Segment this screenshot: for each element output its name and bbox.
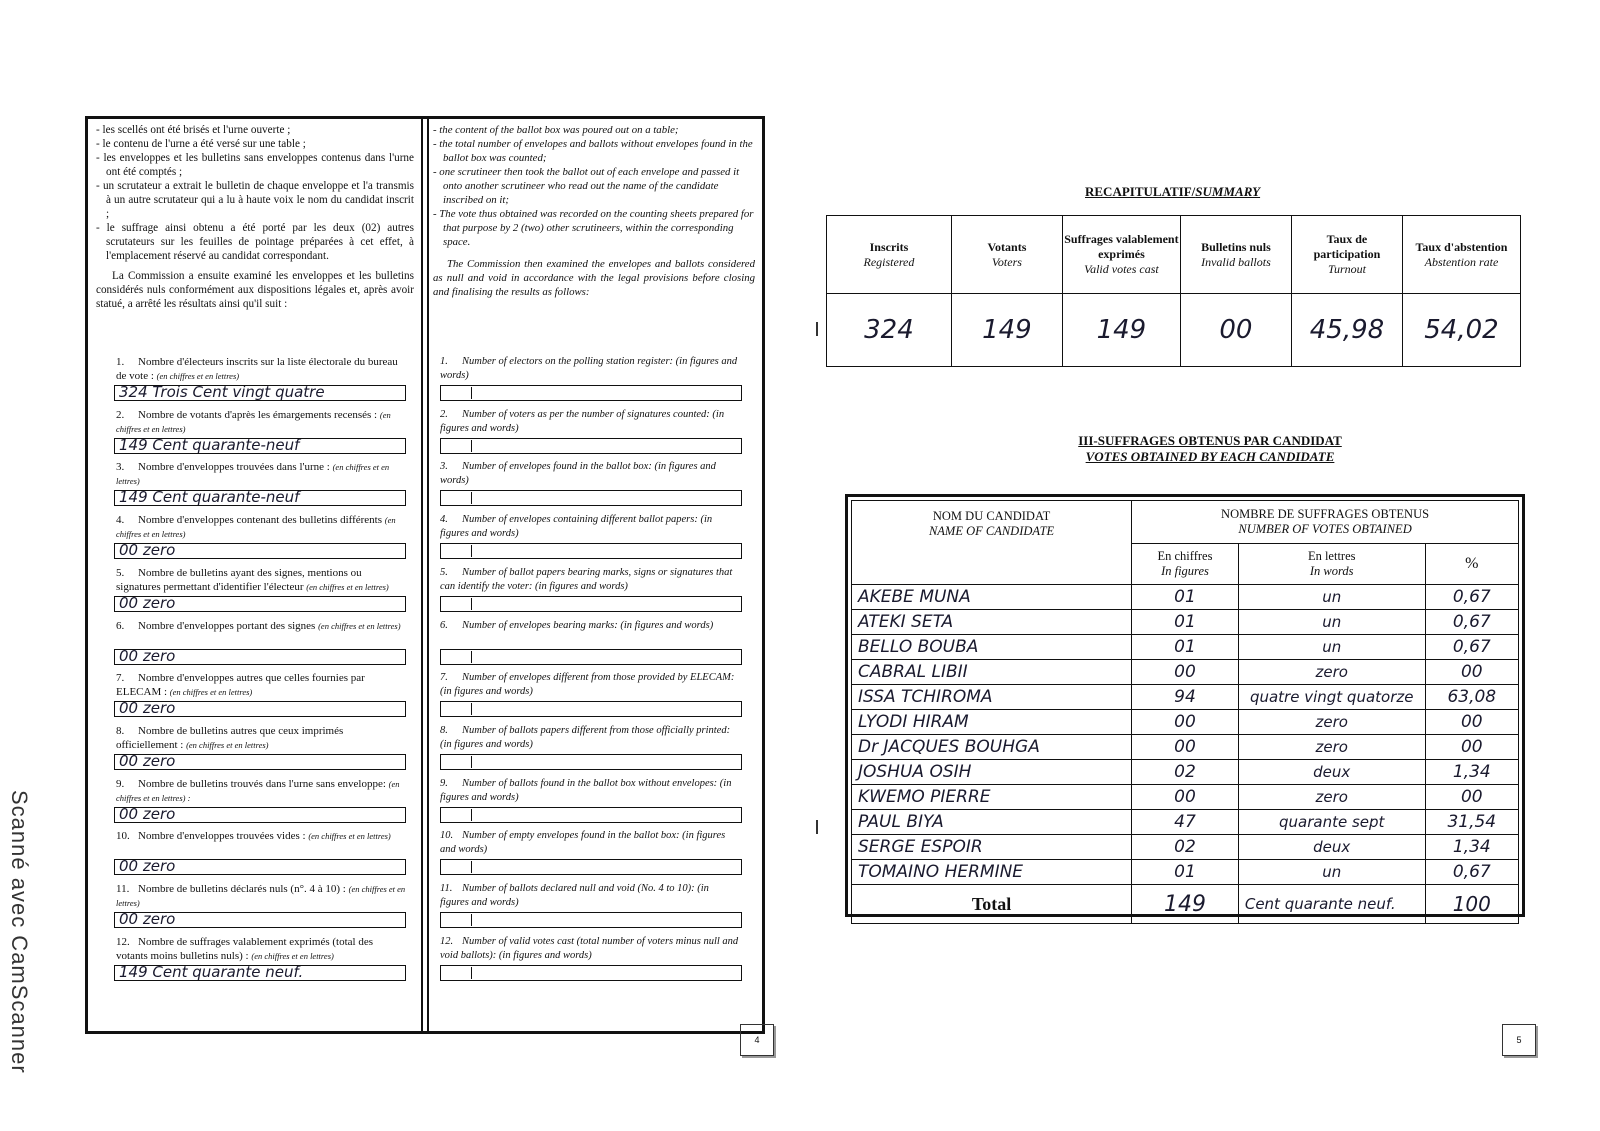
- header-invalid-ballots: Bulletins nuls Invalid ballots: [1180, 216, 1291, 294]
- handwritten-answer: 00 zero: [119, 648, 176, 665]
- fr-answer-box[interactable]: [114, 385, 406, 401]
- question-hint: (en chiffres et en lettres): [169, 687, 253, 698]
- page-number-right: 5: [1502, 1024, 1536, 1056]
- en-answer-box[interactable]: [440, 385, 742, 401]
- french-procedure-list: [96, 123, 414, 263]
- handwritten-answer: 149 Cent quarante-neuf: [119, 437, 300, 454]
- en-question: [440, 724, 740, 752]
- summary-table: [826, 215, 1521, 367]
- candidate-row: [852, 785, 1519, 810]
- candidate-words: quatre vingt quatorze: [1238, 685, 1425, 710]
- question-number: 2.: [440, 408, 448, 420]
- question-text: Nombre de suffrages valablement exprimés (total des votants moins bulletins nuls) :: [116, 935, 373, 962]
- question-text: Nombre d'enveloppes trouvées dans l'urne :: [138, 461, 330, 474]
- en-bullet: - the total number of envelopes and ballots without envelopes found in the ballot box was counted;: [433, 138, 753, 164]
- handwritten-answer: 00 zero: [119, 806, 176, 823]
- en-bullet: - one scrutineer then took the ballot out of each envelope and passed it onto another scrutineer who read out the name of the candidate inscribed on it;: [433, 166, 740, 206]
- header-registered: Inscrits Registered: [827, 216, 952, 294]
- box-divider: [471, 914, 472, 926]
- en-answer-box[interactable]: [440, 649, 742, 665]
- fr-question: [116, 408, 406, 436]
- total-words: Cent quarante neuf.: [1238, 885, 1425, 924]
- header-voters: Votants Voters: [951, 216, 1062, 294]
- candidates-section-title: [1050, 433, 1370, 465]
- fr-answer-box[interactable]: [114, 912, 406, 928]
- candidate-words: deux: [1238, 835, 1425, 860]
- fr-bullet: - le contenu de l'urne a été versé sur une table ;: [96, 138, 306, 150]
- question-text: Number of envelopes containing different ballot papers: (in figures and words): [440, 514, 713, 540]
- total-figures: 149: [1132, 885, 1239, 924]
- question-text: Number of envelopes bearing marks: (in figures and words): [462, 619, 714, 631]
- question-text: Number of ballots found in the ballot box without envelopes: (in figures and words): [440, 777, 732, 803]
- question-number: 5.: [440, 566, 448, 578]
- en-question: [440, 671, 740, 699]
- en-question: [440, 829, 740, 857]
- fr-answer-box[interactable]: [114, 438, 406, 454]
- en-answer-box[interactable]: [440, 438, 742, 454]
- en-bullet: - The vote thus obtained was recorded on the counting sheets prepared for that purpose by 2 (two) other scrutineers, within the corresponding space.: [433, 208, 754, 248]
- en-answer-box[interactable]: [440, 701, 742, 717]
- fr-question: [116, 460, 406, 488]
- value-valid-votes: 149: [1062, 294, 1180, 367]
- question-text: Number of empty envelopes found in the ballot box: (in figures and words): [440, 830, 726, 856]
- question-text: Nombre d'enveloppes trouvées vides :: [138, 830, 306, 843]
- question-text: Nombre de bulletins trouvés dans l'urne sans enveloppe:: [138, 777, 386, 790]
- english-procedure-list: [433, 123, 755, 249]
- question-hint: (en chiffres et en lettres): [186, 739, 269, 750]
- candidate-row: [852, 660, 1519, 685]
- question-text: Nombre de bulletins ayant des signes, mentions ou signatures permettant d'identifier l'électeur: [116, 566, 362, 593]
- en-question: [440, 408, 740, 436]
- question-number: 6.: [440, 619, 448, 631]
- column-divider: [421, 119, 429, 1031]
- candidate-row: [852, 760, 1519, 785]
- fr-answer-box[interactable]: [114, 596, 406, 612]
- question-hint: (en chiffres et en lettres): [318, 620, 401, 631]
- en-question: [440, 935, 740, 963]
- question-number: 11.: [116, 883, 130, 895]
- question-number: 9.: [116, 777, 125, 790]
- value-abstention: 54,02: [1402, 294, 1520, 367]
- header-turnout: Taux de participation Turnout: [1291, 216, 1402, 294]
- candidate-row: [852, 735, 1519, 760]
- fr-question: [116, 777, 406, 805]
- header-in-figures: En chiffres In figures: [1132, 544, 1239, 585]
- value-registered: 324: [827, 294, 952, 367]
- candidate-figures: 00: [1132, 785, 1239, 810]
- candidate-percent: 00: [1425, 660, 1518, 685]
- fr-answer-box[interactable]: [114, 859, 406, 875]
- english-column: [433, 123, 755, 299]
- box-divider: [471, 809, 472, 821]
- fr-question: [116, 566, 406, 594]
- candidate-row: [852, 710, 1519, 735]
- en-answer-box[interactable]: [440, 807, 742, 823]
- question-hint: (en chiffres et en lettres) :: [116, 778, 400, 803]
- en-answer-box[interactable]: [440, 965, 742, 981]
- handwritten-answer: 00 zero: [119, 701, 176, 718]
- candidate-name: KWEMO PIERRE: [852, 785, 1132, 810]
- question-text: Number of envelopes found in the ballot box: (in figures and words): [440, 461, 716, 487]
- page-number-left: 4: [740, 1024, 774, 1056]
- summary-title-en: SUMMARY: [1195, 184, 1261, 199]
- question-hint: (en chiffres et en lettres): [306, 581, 389, 592]
- candidate-name: AKEBE MUNA: [852, 585, 1132, 610]
- fr-question: [116, 513, 406, 541]
- question-number: 8.: [440, 724, 448, 736]
- candidate-row: [852, 810, 1519, 835]
- question-number: 3.: [440, 461, 448, 473]
- fr-answer-box[interactable]: [114, 965, 406, 981]
- candidates-title-fr: III-SUFFRAGES OBTENUS PAR CANDIDAT: [1078, 433, 1342, 448]
- fr-intro-paragraph: La Commission a ensuite examiné les enveloppes et les bulletins considérés nuls conformément aux dispositions légales et, après avoir statué, a arrêté les résultats ainsi qu'il suit :: [96, 270, 414, 310]
- candidate-percent: 0,67: [1425, 635, 1518, 660]
- fr-answer-box[interactable]: [114, 807, 406, 823]
- en-question: [440, 355, 740, 383]
- question-text: Nombre de votants d'après les émargements recensés :: [138, 408, 378, 421]
- candidate-words: un: [1238, 610, 1425, 635]
- candidates-table: [851, 500, 1519, 924]
- candidate-figures: 01: [1132, 635, 1239, 660]
- question-number: 4.: [440, 514, 448, 526]
- question-text: Number of electors on the polling station register: (in figures and words): [440, 356, 738, 381]
- question-number: 8.: [116, 724, 125, 737]
- question-number: 5.: [116, 566, 125, 579]
- question-number: 7.: [116, 672, 125, 685]
- fr-bullet: - un scrutateur a extrait le bulletin de chaque enveloppe et l'a transmis à un autre scrutateur qui a lu à haute voix le nom du candidat inscrit ;: [96, 180, 414, 220]
- fr-bullet: - les enveloppes et les bulletins sans enveloppes contenus dans l'urne ont été comptés ;: [96, 152, 414, 178]
- question-hint: (en chiffres et en lettres): [156, 371, 240, 381]
- fr-bullet: - le suffrage ainsi obtenu a été porté par les deux (02) autres scrutateurs sur les feuilles de pointage préparées à cet effet, à l'emplacement réservé au candidat correspondant.: [96, 222, 414, 262]
- box-divider: [471, 598, 472, 610]
- box-divider: [471, 545, 472, 557]
- candidate-figures: 01: [1132, 585, 1239, 610]
- candidate-words: zero: [1238, 735, 1425, 760]
- question-hint: (en chiffres et en lettres): [116, 884, 406, 908]
- candidate-name: BELLO BOUBA: [852, 635, 1132, 660]
- question-number: 12.: [116, 935, 130, 948]
- header-in-words: En lettres In words: [1238, 544, 1425, 585]
- handwritten-answer: 00 zero: [119, 859, 176, 876]
- question-text: Number of ballot papers bearing marks, signs or signatures that can identify the voter: (in figures and words): [440, 566, 733, 592]
- candidate-name: JOSHUA OSIH: [852, 760, 1132, 785]
- value-invalid-ballots: 00: [1180, 294, 1291, 367]
- candidates-title-en: VOTES OBTAINED BY EACH CANDIDATE: [1085, 449, 1335, 464]
- en-answer-box[interactable]: [440, 859, 742, 875]
- header-percent: %: [1425, 544, 1518, 585]
- en-answer-box[interactable]: [440, 543, 742, 559]
- candidates-body: [852, 585, 1519, 885]
- candidate-name: PAUL BIYA: [852, 810, 1132, 835]
- question-hint: (en chiffres et en lettres): [308, 831, 391, 842]
- fr-answer-box[interactable]: [114, 543, 406, 559]
- candidate-percent: 0,67: [1425, 585, 1518, 610]
- candidate-words: quarante sept: [1238, 810, 1425, 835]
- candidate-figures: 02: [1132, 835, 1239, 860]
- candidate-words: zero: [1238, 785, 1425, 810]
- candidate-row: [852, 685, 1519, 710]
- candidate-name: SERGE ESPOIR: [852, 835, 1132, 860]
- box-divider: [471, 756, 472, 768]
- en-question: [440, 619, 740, 633]
- candidate-row: [852, 860, 1519, 885]
- summary-title-fr: RECAPITULATIF/: [1085, 184, 1196, 199]
- fr-question: [116, 882, 406, 910]
- candidate-words: un: [1238, 585, 1425, 610]
- en-answer-box[interactable]: [440, 912, 742, 928]
- candidate-name: LYODI HIRAM: [852, 710, 1132, 735]
- candidate-words: zero: [1238, 660, 1425, 685]
- candidate-figures: 00: [1132, 735, 1239, 760]
- handwritten-answer: 00 zero: [119, 753, 176, 770]
- box-divider: [471, 387, 472, 399]
- summary-value-row: [827, 294, 1521, 367]
- box-divider: [471, 440, 472, 452]
- scan-mark: [816, 820, 818, 834]
- candidate-words: un: [1238, 635, 1425, 660]
- question-text: Number of ballots declared null and void (No. 4 to 10): (in figures and words): [440, 883, 709, 908]
- en-intro-paragraph: The Commission then examined the envelopes and ballots considered as null and void in accordance with the legal provisions before closing and finalising the results as follows:: [433, 258, 755, 298]
- en-question: [440, 882, 740, 910]
- handwritten-answer: 149 Cent quarante-neuf: [119, 490, 300, 507]
- value-voters: 149: [951, 294, 1062, 367]
- question-number: 4.: [116, 514, 125, 527]
- question-text: Nombre d'enveloppes portant des signes: [138, 619, 316, 632]
- french-column: [96, 123, 414, 311]
- en-question: [440, 513, 740, 541]
- en-question: [440, 460, 740, 488]
- question-text: Nombre de bulletins déclarés nuls (n°. 4 à 10) :: [138, 883, 346, 895]
- candidate-words: un: [1238, 860, 1425, 885]
- question-hint: (en chiffres et en lettres): [116, 409, 391, 434]
- fr-answer-box[interactable]: [114, 701, 406, 717]
- header-votes-obtained: NOMBRE DE SUFFRAGES OBTENUS NUMBER OF VOTES OBTAINED: [1132, 501, 1519, 544]
- candidate-name: TOMAINO HERMINE: [852, 860, 1132, 885]
- candidate-row: [852, 835, 1519, 860]
- question-text: Nombre d'enveloppes contenant des bulletins différents: [138, 514, 383, 527]
- handwritten-answer: 00 zero: [119, 543, 176, 560]
- question-number: 7.: [440, 672, 448, 684]
- candidate-figures: 02: [1132, 760, 1239, 785]
- question-number: 2.: [116, 408, 125, 421]
- candidate-figures: 01: [1132, 860, 1239, 885]
- fr-question: [116, 829, 406, 843]
- handwritten-answer: 00 zero: [119, 595, 176, 612]
- value-turnout: 45,98: [1291, 294, 1402, 367]
- scan-mark: [816, 322, 818, 336]
- en-question: [440, 777, 740, 805]
- question-number: 10.: [116, 830, 130, 843]
- candidates-header-row-1: [852, 501, 1519, 544]
- handwritten-answer: 149 Cent quarante neuf.: [119, 964, 304, 981]
- fr-question: [116, 355, 406, 383]
- en-bullet: - the content of the ballot box was poured out on a table;: [433, 124, 679, 136]
- question-text: Nombre d'électeurs inscrits sur la liste électorale du bureau de vote :: [116, 356, 398, 382]
- question-text: Number of valid votes cast (total number of voters minus null and void ballots): (in figures and words): [440, 935, 739, 961]
- question-number: 9.: [440, 777, 448, 789]
- question-hint: (en chiffres et en lettres): [116, 515, 396, 540]
- question-number: 3.: [116, 461, 125, 474]
- candidate-percent: 00: [1425, 710, 1518, 735]
- en-question: [440, 566, 740, 594]
- question-number: 1.: [440, 356, 448, 367]
- question-number: 1.: [116, 356, 125, 368]
- fr-question: [116, 935, 406, 963]
- candidate-figures: 47: [1132, 810, 1239, 835]
- total-percent: 100: [1425, 885, 1518, 924]
- candidate-figures: 01: [1132, 610, 1239, 635]
- header-valid-votes: Suffrages valablement exprimés Valid votes cast: [1062, 216, 1180, 294]
- candidate-figures: 00: [1132, 710, 1239, 735]
- total-row: [852, 885, 1519, 924]
- candidate-percent: 1,34: [1425, 760, 1518, 785]
- fr-answer-box[interactable]: [114, 649, 406, 665]
- candidate-percent: 31,54: [1425, 810, 1518, 835]
- handwritten-answer: 00 zero: [119, 912, 176, 928]
- question-text: Number of voters as per the number of signatures counted: (in figures and words): [440, 408, 725, 434]
- question-text: Number of ballots papers different from those officially printed: (in figures and words): [440, 724, 731, 750]
- handwritten-answer: 324 Trois Cent vingt quatre: [119, 385, 325, 401]
- question-text: Nombre de bulletins autres que ceux imprimés officiellement :: [116, 724, 344, 751]
- total-label: Total: [852, 885, 1132, 924]
- box-divider: [471, 967, 472, 979]
- candidate-name: ATEKI SETA: [852, 610, 1132, 635]
- question-text: Number of envelopes different from those provided by ELECAM: (in figures and words): [440, 672, 735, 698]
- candidate-percent: 00: [1425, 735, 1518, 760]
- summary-header-row: [827, 216, 1521, 294]
- candidate-row: [852, 585, 1519, 610]
- question-number: 10.: [440, 830, 454, 842]
- candidate-row: [852, 610, 1519, 635]
- box-divider: [471, 861, 472, 873]
- question-number: 12.: [440, 935, 454, 947]
- en-answer-box[interactable]: [440, 596, 742, 612]
- header-candidate-name: NOM DU CANDIDAT NAME OF CANDIDATE: [852, 501, 1132, 585]
- question-hint: (en chiffres et en lettres): [251, 950, 334, 961]
- en-answer-box[interactable]: [440, 754, 742, 770]
- candidate-name: CABRAL LIBII: [852, 660, 1132, 685]
- header-abstention: Taux d'abstention Abstention rate: [1402, 216, 1520, 294]
- candidate-percent: 1,34: [1425, 835, 1518, 860]
- scanner-watermark: Scanné avec CamScanner: [7, 790, 32, 1074]
- candidate-percent: 63,08: [1425, 685, 1518, 710]
- candidate-words: zero: [1238, 710, 1425, 735]
- summary-title: [1085, 184, 1260, 200]
- fr-bullet: - les scellés ont été brisés et l'urne ouverte ;: [96, 124, 291, 136]
- candidates-box: [845, 494, 1525, 917]
- fr-question: [116, 619, 406, 633]
- box-divider: [471, 651, 472, 663]
- box-divider: [471, 492, 472, 504]
- fr-question: [116, 724, 406, 752]
- en-answer-box[interactable]: [440, 490, 742, 506]
- question-hint: (en chiffres et en lettres): [116, 462, 390, 487]
- question-number: 11.: [440, 883, 453, 894]
- question-number: 6.: [116, 619, 125, 632]
- polling-report-form: [85, 116, 765, 1034]
- candidate-percent: 0,67: [1425, 860, 1518, 885]
- candidate-name: ISSA TCHIROMA: [852, 685, 1132, 710]
- candidate-name: Dr JACQUES BOUHGA: [852, 735, 1132, 760]
- candidate-percent: 0,67: [1425, 610, 1518, 635]
- candidate-percent: 00: [1425, 785, 1518, 810]
- question-text: Nombre d'enveloppes autres que celles fournies par ELECAM :: [116, 672, 365, 699]
- fr-answer-box[interactable]: [114, 754, 406, 770]
- fr-question: [116, 671, 406, 699]
- candidate-row: [852, 635, 1519, 660]
- candidate-figures: 94: [1132, 685, 1239, 710]
- candidate-words: deux: [1238, 760, 1425, 785]
- candidate-figures: 00: [1132, 660, 1239, 685]
- fr-answer-box[interactable]: [114, 490, 406, 506]
- box-divider: [471, 703, 472, 715]
